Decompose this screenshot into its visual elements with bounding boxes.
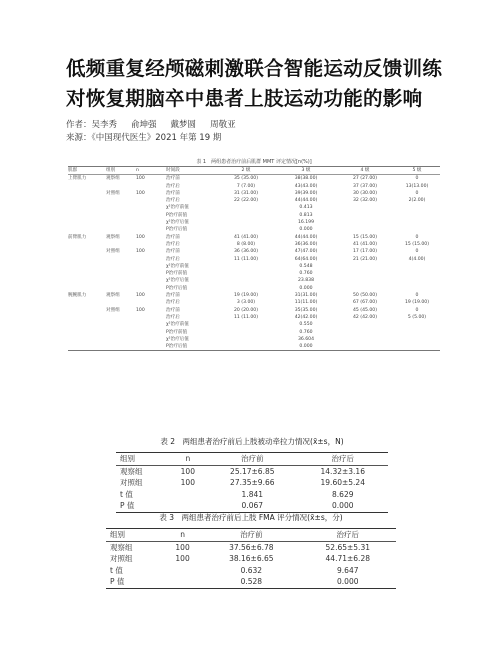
table-row xyxy=(68,336,440,343)
table-cell xyxy=(136,329,166,336)
table-cell: 100 xyxy=(175,542,190,552)
title-line-1: 低频重复经颅磁刺激联合智能运动反馈训练 xyxy=(66,57,443,80)
table-cell: 治疗后 xyxy=(166,314,180,320)
table-cell xyxy=(216,219,276,226)
table-cell: 治疗前 xyxy=(166,307,180,313)
table-cell xyxy=(106,336,136,343)
table-row xyxy=(68,329,440,336)
table-cell xyxy=(106,299,136,306)
table-row xyxy=(68,175,440,183)
table-cell xyxy=(68,241,106,248)
title-line-2: 对恢复期脑卒中患者上肢运动功能的影响 xyxy=(66,87,423,110)
table-row xyxy=(68,183,440,190)
table-cell: 100 xyxy=(180,478,195,487)
table-cell xyxy=(216,336,276,343)
table-cell: 45 (45.00) xyxy=(352,307,378,313)
table-cell: 0.000 xyxy=(299,344,313,350)
table-cell: 前臂肌力 xyxy=(68,234,87,240)
table-cell xyxy=(136,336,166,343)
table-cell: 观察组 xyxy=(106,176,120,182)
table-cell: 0.813 xyxy=(299,212,313,218)
column-header: 治疗前 xyxy=(241,454,264,463)
table-cell: 22 (22.00) xyxy=(233,198,259,204)
table-cell: 对照组 xyxy=(106,307,120,313)
column-header: 治疗后 xyxy=(331,454,354,463)
table-cell xyxy=(336,270,394,277)
table-cell xyxy=(106,226,136,233)
table-cell xyxy=(394,285,440,292)
table-cell: 31(31.00) xyxy=(294,293,318,299)
table-cell xyxy=(68,226,106,233)
table-cell: 15 (15.00) xyxy=(352,234,378,240)
table-cell: 31 (31.00) xyxy=(233,190,259,196)
table-cell: 5 (5.00) xyxy=(407,314,427,320)
table-cell: 0.413 xyxy=(299,205,313,211)
table-cell: 39(39.00) xyxy=(294,190,318,196)
source-line: 来源：《中国现代医生》2021 年第 19 期 xyxy=(66,133,222,143)
table-cell xyxy=(106,321,136,328)
table-cell: 36(36.00) xyxy=(294,241,318,247)
table-cell xyxy=(336,329,394,336)
table-row xyxy=(68,241,440,248)
table-cell: 11 (11.00) xyxy=(233,314,259,320)
table-cell: 治疗前 xyxy=(166,234,180,240)
table-cell xyxy=(106,343,136,351)
table-cell: 0.528 xyxy=(240,577,263,586)
table-cell: 0 xyxy=(415,176,419,182)
table-cell xyxy=(216,204,276,211)
table-body xyxy=(116,465,388,512)
table-cell xyxy=(106,270,136,277)
table-cell: P治疗前值 xyxy=(166,212,188,218)
authors-label: 作者： xyxy=(66,120,92,130)
table-cell xyxy=(106,277,136,284)
table-cell: 11 (11.00) xyxy=(233,256,259,262)
table-cell: 对照组 xyxy=(106,249,120,255)
table-cell: 1.841 xyxy=(241,489,264,499)
table-cell: 15 (15.00) xyxy=(404,241,430,247)
table-3 xyxy=(106,512,396,589)
table-cell xyxy=(106,219,136,226)
table-cell xyxy=(216,343,276,351)
table-cell: 41 (41.00) xyxy=(352,241,378,247)
table-cell xyxy=(336,219,394,226)
table-cell: 44(44.00) xyxy=(294,198,318,204)
table-cell: 38(38.00) xyxy=(294,176,318,182)
table-cell xyxy=(106,256,136,263)
table-row xyxy=(106,576,396,588)
table-cell xyxy=(336,285,394,292)
author-line xyxy=(66,118,250,130)
table-cell: 17 (17.00) xyxy=(352,249,378,255)
table-2 xyxy=(116,436,388,513)
table-cell xyxy=(106,329,136,336)
table-row xyxy=(106,541,396,553)
table-cell: 44.71±6.28 xyxy=(325,554,370,563)
table-cell: 治疗后 xyxy=(166,300,180,306)
table-cell: 44(44.00) xyxy=(294,234,318,240)
table-cell xyxy=(68,285,106,292)
table-cell: 0.548 xyxy=(299,263,313,269)
table-row xyxy=(68,314,440,321)
table-cell xyxy=(394,226,440,233)
table-cell xyxy=(216,321,276,328)
table-cell: 27.35±9.66 xyxy=(230,478,275,487)
article-title xyxy=(66,54,446,114)
table-row xyxy=(116,500,388,512)
table-cell: χ²治疗前值 xyxy=(166,263,189,269)
table-cell xyxy=(68,183,106,190)
table-row xyxy=(68,248,440,255)
table-2-caption: 表 2 两组患者治疗前后上肢被动牵拉力情况(x̄±s，N) xyxy=(160,437,344,446)
table-cell: 0 xyxy=(415,307,419,313)
table-cell xyxy=(136,256,166,263)
table-cell xyxy=(216,329,276,336)
table-cell: 0 xyxy=(415,234,419,240)
table-cell: 治疗前 xyxy=(166,293,180,299)
author-name: 俞坤强 xyxy=(131,120,157,130)
table-cell: χ²治疗前值 xyxy=(166,322,189,328)
table-cell: P治疗后值 xyxy=(166,285,188,291)
table-cell: P治疗后值 xyxy=(166,344,188,350)
table-cell xyxy=(216,212,276,219)
table-cell xyxy=(68,307,106,314)
table-cell: 23.838 xyxy=(297,278,315,284)
table-cell xyxy=(68,277,106,284)
table-cell: 42(42.00) xyxy=(294,314,318,320)
table-cell xyxy=(162,565,203,577)
table-cell: 19.60±5.24 xyxy=(320,478,365,487)
table-cell: 治疗后 xyxy=(166,183,180,189)
table-cell: 7 (7.00) xyxy=(236,183,256,189)
table-cell xyxy=(216,263,276,270)
table-row xyxy=(68,277,440,284)
table-cell: 0.760 xyxy=(299,329,313,335)
table-cell: P 值 xyxy=(120,501,135,510)
table-row xyxy=(68,204,440,211)
table-cell xyxy=(68,270,106,277)
table-cell: 64(64.00) xyxy=(294,256,318,262)
table-cell: 100 xyxy=(180,466,195,476)
table-cell: 13(13.00) xyxy=(405,183,429,189)
table-cell: 0 xyxy=(415,249,419,255)
table-1-grid xyxy=(68,166,440,351)
table-cell: χ²治疗后值 xyxy=(166,336,189,342)
table-cell: 观察组 xyxy=(106,293,120,299)
table-cell xyxy=(336,343,394,351)
table-row xyxy=(68,212,440,219)
table-cell: 0.000 xyxy=(332,501,354,510)
author-name: 周敬亚 xyxy=(210,120,236,130)
column-header: n xyxy=(136,168,139,173)
table-cell xyxy=(336,204,394,211)
table-cell xyxy=(136,343,166,351)
table-cell: 0.632 xyxy=(240,565,263,575)
column-header: 5 级 xyxy=(412,168,422,173)
table-cell: 0 xyxy=(415,293,419,299)
table-body xyxy=(68,175,440,351)
table-cell: 0.000 xyxy=(299,285,313,291)
table-cell: 47(47.00) xyxy=(294,249,318,255)
table-cell: 41 (41.00) xyxy=(233,234,259,240)
table-cell xyxy=(136,226,166,233)
table-cell: 2(2.00) xyxy=(408,198,426,204)
table-cell xyxy=(394,343,440,351)
table-row xyxy=(68,190,440,197)
table-row xyxy=(68,263,440,270)
table-cell xyxy=(68,329,106,336)
table-cell xyxy=(68,314,106,321)
table-row xyxy=(68,285,440,292)
table-cell: 50 (50.00) xyxy=(352,293,378,299)
table-cell xyxy=(68,321,106,328)
table-cell: 8 (8.00) xyxy=(236,241,256,247)
table-cell: 治疗前 xyxy=(166,176,180,182)
column-header: n xyxy=(180,530,185,539)
column-header: 治疗后 xyxy=(336,530,360,539)
table-cell: 16.199 xyxy=(297,220,315,226)
column-header: 治疗前 xyxy=(240,530,263,539)
table-row xyxy=(68,256,440,263)
table-cell xyxy=(336,212,394,219)
table-row xyxy=(116,465,388,477)
table-body xyxy=(106,541,396,588)
table-cell: 67 (67.00) xyxy=(352,300,378,306)
table-cell: 0 xyxy=(415,190,419,196)
table-cell xyxy=(136,204,166,211)
table-cell xyxy=(216,285,276,292)
table-cell: 3 (3.00) xyxy=(236,300,256,306)
table-row xyxy=(68,292,440,299)
table-cell xyxy=(394,321,440,328)
column-header: 2 级 xyxy=(241,168,251,173)
table-1-caption: 表 1 两组患者治疗前后肌群 MMT 评定情况[n(%)] xyxy=(196,159,312,165)
table-3-caption: 表 3 两组患者治疗前后上肢 FMA 评分情况(x̄±s，分) xyxy=(159,513,343,522)
table-cell: 100 xyxy=(136,293,145,299)
table-cell: 治疗后 xyxy=(166,241,180,247)
table-cell xyxy=(136,277,166,284)
table-cell: 25.17±6.85 xyxy=(230,466,275,476)
table-cell: 100 xyxy=(136,234,145,240)
table-cell xyxy=(106,241,136,248)
table-cell: t 值 xyxy=(110,565,123,575)
table-2-grid xyxy=(116,452,388,513)
table-cell xyxy=(106,285,136,292)
table-cell xyxy=(68,256,106,263)
table-cell: 0.000 xyxy=(337,577,359,586)
table-cell: 治疗后 xyxy=(166,256,180,262)
table-cell: 19 (19.00) xyxy=(233,293,259,299)
table-cell xyxy=(162,576,203,588)
table-cell xyxy=(106,263,136,270)
table-cell xyxy=(68,212,106,219)
table-cell: 37.56±6.78 xyxy=(229,542,274,552)
table-cell xyxy=(106,197,136,204)
table-cell: 观察组 xyxy=(120,466,143,476)
table-cell: χ²治疗前值 xyxy=(166,205,189,211)
table-cell: 9.647 xyxy=(337,565,359,575)
table-cell: 30 (30.00) xyxy=(352,190,378,196)
table-cell xyxy=(216,277,276,284)
table-cell: t 值 xyxy=(120,489,133,499)
table-cell xyxy=(136,197,166,204)
table-cell: P治疗前值 xyxy=(166,271,188,277)
table-row xyxy=(68,299,440,306)
table-cell xyxy=(394,270,440,277)
column-header: n xyxy=(185,454,191,463)
table-row xyxy=(106,553,396,565)
table-cell: 36.604 xyxy=(297,336,315,342)
table-cell xyxy=(136,270,166,277)
table-cell: 对照组 xyxy=(110,554,133,563)
table-row xyxy=(68,307,440,314)
table-row xyxy=(116,477,388,489)
table-cell: 4(4.00) xyxy=(408,256,426,262)
table-cell: P 值 xyxy=(110,577,125,586)
table-cell: 对照组 xyxy=(120,478,143,487)
table-row xyxy=(68,226,440,233)
table-cell: 治疗后 xyxy=(166,198,180,204)
table-cell xyxy=(136,241,166,248)
table-cell: 观察组 xyxy=(110,542,133,552)
table-row xyxy=(68,197,440,204)
table-cell xyxy=(68,299,106,306)
table-cell: 腕腕肌力 xyxy=(68,293,87,299)
table-header-row xyxy=(116,453,388,466)
table-header-row xyxy=(68,167,440,175)
table-cell xyxy=(169,500,207,512)
table-cell: 治疗前 xyxy=(166,249,180,255)
table-cell xyxy=(136,212,166,219)
table-cell xyxy=(216,270,276,277)
table-row xyxy=(106,565,396,577)
table-cell: 52.65±5.31 xyxy=(325,542,370,552)
table-cell: 0.550 xyxy=(299,322,313,328)
table-row xyxy=(68,219,440,226)
table-row xyxy=(68,234,440,241)
table-header-row xyxy=(106,529,396,542)
table-cell: 32 (32.00) xyxy=(352,198,378,204)
table-cell: 11(11.00) xyxy=(294,300,318,306)
table-cell: 100 xyxy=(136,176,145,182)
author-name: 吴李秀 xyxy=(91,120,118,130)
table-cell: 20 (20.00) xyxy=(233,307,259,313)
table-cell xyxy=(336,321,394,328)
table-cell xyxy=(106,212,136,219)
table-cell xyxy=(394,204,440,211)
column-header: 4 级 xyxy=(360,168,370,173)
table-cell: 0.067 xyxy=(241,501,264,510)
table-cell: 38.16±6.65 xyxy=(229,554,274,563)
table-cell xyxy=(336,263,394,270)
table-cell xyxy=(68,197,106,204)
table-cell xyxy=(106,204,136,211)
column-header: 组别 xyxy=(120,454,135,463)
table-cell xyxy=(68,343,106,351)
column-header: 组别 xyxy=(106,168,116,173)
table-1 xyxy=(68,158,440,351)
table-cell: 21 (21.00) xyxy=(352,256,378,262)
table-cell: χ²治疗后值 xyxy=(166,278,189,284)
table-cell xyxy=(136,285,166,292)
table-cell: 100 xyxy=(136,249,145,255)
table-cell xyxy=(336,226,394,233)
table-cell xyxy=(68,219,106,226)
table-cell xyxy=(394,263,440,270)
table-cell: 8.629 xyxy=(332,489,354,499)
table-cell xyxy=(394,277,440,284)
table-cell xyxy=(136,321,166,328)
table-cell xyxy=(216,226,276,233)
table-cell xyxy=(394,336,440,343)
table-cell: 35(35.00) xyxy=(294,307,318,313)
table-row xyxy=(68,270,440,277)
table-cell xyxy=(136,183,166,190)
table-cell: 35 (35.00) xyxy=(233,176,259,182)
table-cell xyxy=(68,263,106,270)
column-header: 组别 xyxy=(110,530,125,539)
table-cell: 对照组 xyxy=(106,190,120,196)
table-cell: 0.760 xyxy=(299,271,313,277)
table-cell xyxy=(136,219,166,226)
column-header: 3 级 xyxy=(301,168,311,173)
table-cell: 100 xyxy=(136,190,145,196)
table-cell: 27 (27.00) xyxy=(352,176,378,182)
table-cell xyxy=(136,263,166,270)
column-header: 时间段 xyxy=(166,168,180,173)
table-cell: 14.32±3.16 xyxy=(320,466,365,476)
table-cell xyxy=(136,299,166,306)
table-row xyxy=(68,321,440,328)
table-row xyxy=(68,343,440,351)
table-cell: 100 xyxy=(175,554,190,563)
table-cell xyxy=(394,212,440,219)
table-cell xyxy=(169,489,207,501)
table-cell xyxy=(106,183,136,190)
author-name: 戴梦圆 xyxy=(170,120,197,130)
table-cell: 观察组 xyxy=(106,234,120,240)
table-cell xyxy=(68,204,106,211)
table-cell: 治疗前 xyxy=(166,190,180,196)
table-cell: P治疗后值 xyxy=(166,227,188,233)
table-cell xyxy=(136,314,166,321)
column-header: 肌群 xyxy=(68,168,78,173)
table-cell: 36 (36.00) xyxy=(233,249,259,255)
table-cell xyxy=(394,219,440,226)
table-cell xyxy=(68,336,106,343)
table-cell xyxy=(336,277,394,284)
table-cell: 43(43.00) xyxy=(294,183,318,189)
table-cell: 上臂肌力 xyxy=(68,176,87,182)
table-cell: 100 xyxy=(136,307,145,313)
table-cell xyxy=(68,248,106,255)
table-cell xyxy=(394,329,440,336)
table-cell: 0.000 xyxy=(299,227,313,233)
table-cell: P治疗前值 xyxy=(166,329,188,335)
table-cell xyxy=(336,336,394,343)
table-cell: χ²治疗后值 xyxy=(166,220,189,226)
table-cell xyxy=(68,190,106,197)
table-cell: 42 (42.00) xyxy=(352,314,378,320)
table-cell: 19 (19.00) xyxy=(404,300,430,306)
table-cell: 37 (37.00) xyxy=(352,183,378,189)
table-3-grid xyxy=(106,528,396,589)
table-row xyxy=(116,489,388,501)
table-cell xyxy=(106,314,136,321)
